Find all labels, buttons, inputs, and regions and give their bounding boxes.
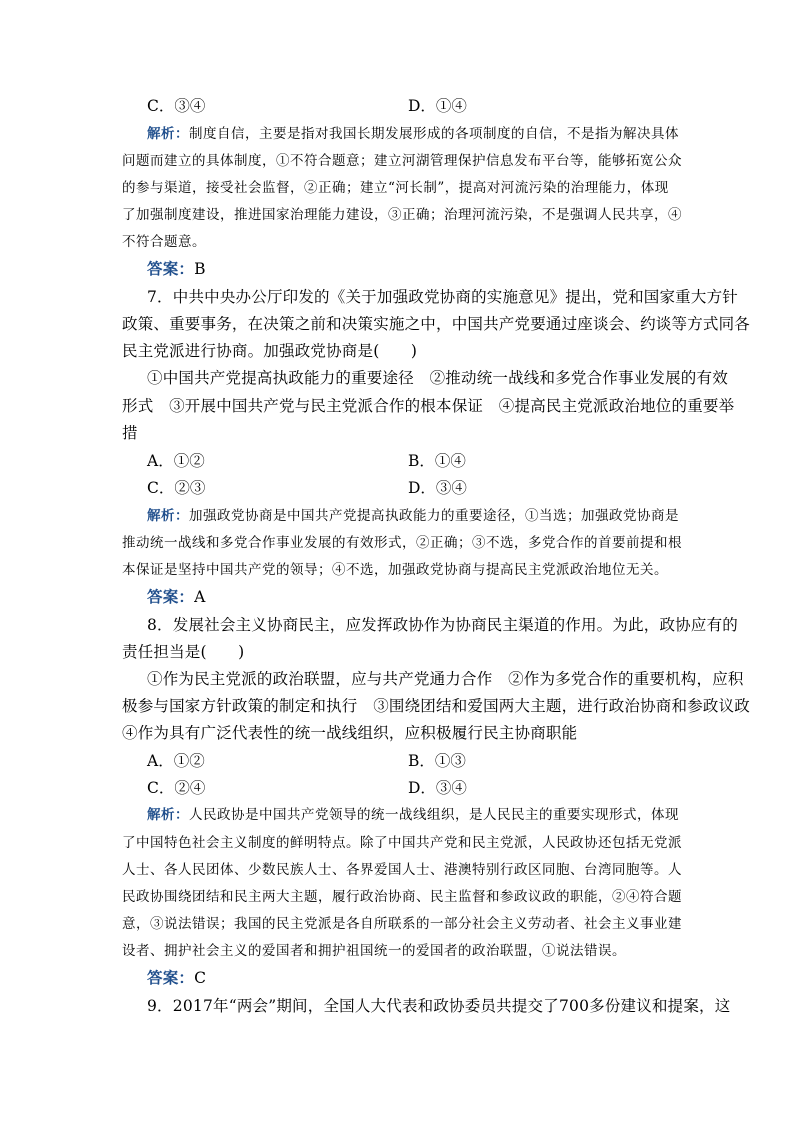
q6-analysis-line: 问题而建立的具体制度，①不符合题意；建立河湖管理保护信息发布平台等，能够拓宽公众: [122, 153, 682, 169]
q8-stem-line: 责任担当是( ): [122, 643, 245, 661]
q8-stem-line: 8．发展社会主义协商民主，应发挥政协作为协商民主渠道的作用。为此，政协应有的: [147, 616, 738, 634]
q6-analysis-line: 解析：制度自信，主要是指对我国长期发展形成的各项制度的自信，不是指为解决具体: [147, 126, 679, 142]
q6-option-d: D．①④: [408, 97, 467, 115]
q7-option-c: C．②③: [147, 479, 206, 497]
q6-answer: [147, 259, 707, 279]
q8-item-line: ④作为具有广泛代表性的统一战线组织，应积极履行民主协商职能: [122, 724, 578, 742]
q6-analysis-line: 了加强制度建设，推进国家治理能力建设，③正确；治理河流污染，不是强调人民共享，④: [122, 207, 682, 223]
q7-analysis-line: 解析：加强政党协商是中国共产党提高执政能力的重要途径，①当选；加强政党协商是: [147, 508, 679, 524]
answer-label: 答案：: [147, 587, 195, 606]
q8-option-d: D．③④: [408, 779, 467, 797]
q7-item-line: 形式 ③开展中国共产党与民主党派合作的根本保证 ④提高民主党派政治地位的重要举: [122, 397, 735, 415]
q8-analysis-line: 了中国特色社会主义制度的鲜明特点。除了中国共产党和民主党派，人民政协还包括无党派: [122, 835, 682, 851]
q8-item-line: 极参与国家方针政策的制定和执行 ③围绕团结和爱国两大主题，进行政治协商和参政议政: [122, 697, 751, 715]
q7-option-d: D．③④: [408, 479, 467, 497]
analysis-label: 解析：: [147, 508, 189, 524]
q8-option-b: B．①③: [408, 752, 466, 770]
analysis-label: 解析：: [147, 807, 189, 823]
q7-analysis-line: 本保证是坚持中国共产党的领导；④不选，加强政党协商与提高民主党派政治地位无关。: [122, 562, 668, 578]
q8-analysis-line: 人士、各人民团体、少数民族人士、各界爱国人士、港澳特别行政区同胞、台湾同胞等。人: [122, 862, 682, 878]
q9-stem-line: 9．2017年“两会”期间，全国人大代表和政协委员共提交了700多份建议和提案，这: [147, 997, 731, 1015]
q7-item-line: 措: [122, 424, 138, 442]
q8-option-c: C．②④: [147, 779, 206, 797]
q7-stem-line: 政策、重要事务，在决策之前和决策实施之中，中国共产党要通过座谈会、约谈等方式同各: [122, 315, 751, 333]
q8-analysis-line: 意，③说法错误；我国的民主党派是各自所联系的一部分社会主义劳动者、社会主义事业建: [122, 916, 682, 932]
q8-option-a: A．①②: [147, 752, 205, 770]
q8-answer: [147, 968, 707, 988]
q7-option-a: A．①②: [147, 452, 205, 470]
answer-label: 答案：: [147, 968, 195, 987]
q6-analysis-line: 不符合题意。: [122, 234, 206, 250]
q7-item-line: ①中国共产党提高执政能力的重要途径 ②推动统一战线和多党合作事业发展的有效: [147, 369, 728, 387]
q8-analysis-line: 解析：人民政协是中国共产党领导的统一战线组织，是人民民主的重要实现形式，体现: [147, 807, 679, 823]
answer-value: A: [194, 588, 206, 606]
q7-option-b: B．①④: [408, 452, 466, 470]
q7-answer: [147, 587, 707, 607]
q6-option-c: C．③④: [147, 97, 206, 115]
analysis-label: 解析：: [147, 126, 189, 142]
q7-stem-line: 民主党派进行协商。加强政党协商是( ): [122, 342, 418, 360]
answer-value: C: [194, 969, 207, 987]
answer-label: 答案：: [147, 259, 195, 278]
q8-analysis-line: 民政协围绕团结和民主两大主题，履行政治协商、民主监督和参政议政的职能，②④符合题: [122, 889, 682, 905]
q8-analysis-line: 设者、拥护社会主义的爱国者和拥护祖国统一的爱国者的政治联盟，①说法错误。: [122, 943, 626, 959]
answer-value: B: [194, 260, 206, 278]
q7-analysis-line: 推动统一战线和多党合作事业发展的有效形式，②正确；③不选，多党合作的首要前提和根: [122, 535, 682, 551]
q8-item-line: ①作为民主党派的政治联盟，应与共产党通力合作 ②作为多党合作的重要机构，应积: [147, 670, 744, 688]
q6-analysis-line: 的参与渠道，接受社会监督，②正确；建立“河长制”，提高对河流污染的治理能力，体现: [122, 180, 669, 196]
q7-stem-line: 7．中共中央办公厅印发的《关于加强政党协商的实施意见》提出，党和国家重大方针: [147, 288, 738, 306]
